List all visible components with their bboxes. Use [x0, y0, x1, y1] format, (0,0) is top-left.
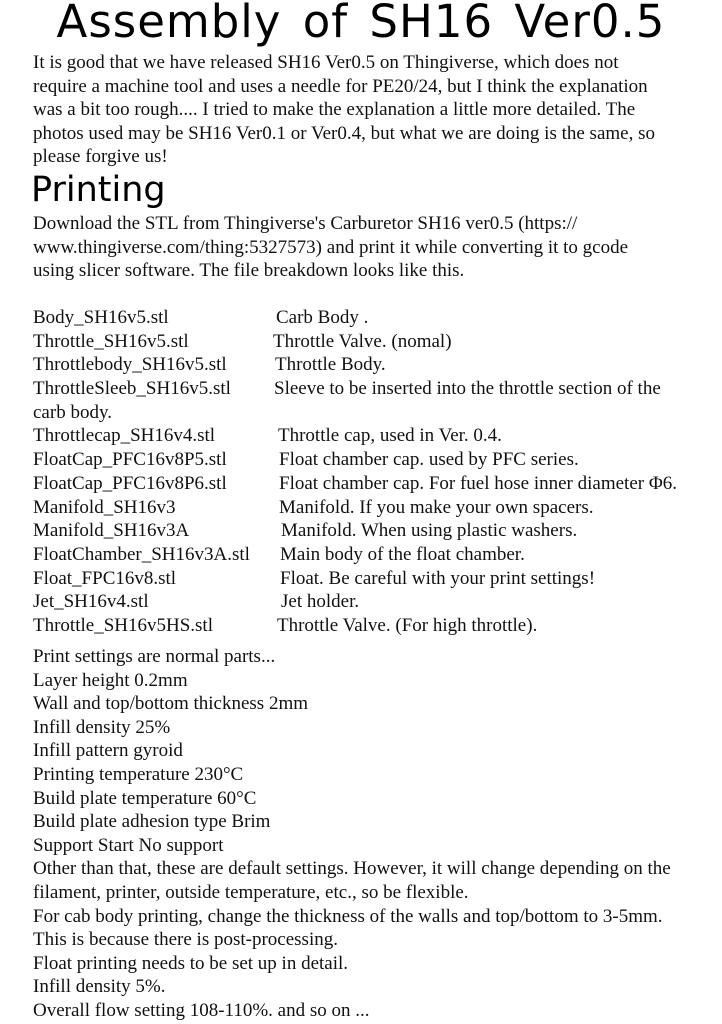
settings-line: Print settings are normal parts...	[33, 646, 276, 667]
settings-line: Infill pattern gyroid	[33, 740, 183, 762]
file-row	[33, 543, 713, 567]
file-name: FloatCap_PFC16v8P5.stl	[33, 449, 227, 471]
section-heading-printing: Printing	[31, 170, 166, 210]
file-row	[33, 496, 713, 520]
intro-paragraph	[33, 51, 713, 169]
settings-line: For cab body printing, change the thickness of the walls and top/bottom to 3-5mm.	[33, 905, 663, 927]
file-row	[33, 424, 713, 448]
file-name: ThrottleSleeb_SH16v5.stl	[33, 378, 231, 400]
download-paragraph	[33, 212, 713, 283]
intro-line: It is good that we have released SH16 Ver0.5 on Thingiverse, which does not	[33, 52, 619, 73]
file-description: Float. Be careful with your print settings!	[280, 567, 596, 589]
file-name: Manifold_SH16v3A	[33, 520, 190, 542]
file-name: FloatCap_PFC16v8P6.stl	[33, 472, 227, 494]
file-description: Manifold. When using plastic washers.	[281, 520, 578, 542]
file-description: Throttle Valve. (nomal)	[273, 330, 452, 352]
intro-line: was a bit too rough.... I tried to make the explanation a little more detailed. The	[33, 99, 636, 120]
file-list	[33, 306, 713, 638]
settings-line: Support Start No support	[33, 834, 224, 856]
intro-line: please forgive us!	[33, 146, 168, 167]
file-name: Throttle_SH16v5.stl	[33, 330, 189, 352]
settings-line: Overall flow setting 108-110%. and so on ...	[33, 999, 370, 1021]
file-description: Throttle Valve. (For high throttle).	[277, 614, 538, 636]
file-description: Carb Body .	[276, 307, 369, 328]
file-description: Float chamber cap. For fuel hose inner diameter Φ6.	[279, 472, 677, 494]
file-description: Main body of the float chamber.	[280, 543, 525, 565]
file-row	[33, 448, 713, 472]
file-description: Throttle cap, used in Ver. 0.4.	[278, 425, 502, 447]
file-description: Sleeve to be inserted into the throttle section of the	[274, 378, 661, 400]
file-row	[33, 377, 713, 401]
settings-line: filament, printer, outside temperature, etc., so be flexible.	[33, 881, 469, 903]
settings-line: Other than that, these are default settings. However, it will change depending on the	[33, 858, 671, 880]
file-description: Float chamber cap. used by PFC series.	[279, 449, 579, 471]
file-description: Manifold. If you make your own spacers.	[279, 496, 594, 518]
settings-line: Build plate adhesion type Brim	[33, 811, 271, 833]
file-row	[33, 306, 713, 330]
file-name: Jet_SH16v4.stl	[33, 591, 149, 613]
document-title: Assembly of SH16 Ver0.5	[56, 0, 666, 48]
file-row	[33, 567, 713, 591]
file-row	[33, 614, 713, 638]
intro-line: require a machine tool and uses a needle for PE20/24, but I think the explanation	[33, 75, 648, 97]
download-line: www.thingiverse.com/thing:5327573) and print it while converting it to gcode	[33, 236, 629, 258]
file-row	[33, 472, 713, 496]
file-name: Throttle_SH16v5HS.stl	[33, 614, 213, 636]
settings-line: Wall and top/bottom thickness 2mm	[33, 693, 308, 715]
file-row	[33, 353, 713, 377]
file-description: Throttle Body.	[275, 354, 386, 376]
file-name: Float_FPC16v8.stl	[33, 567, 177, 589]
file-row	[33, 590, 713, 614]
file-row	[33, 330, 713, 354]
settings-line: This is because there is post-processing.	[33, 929, 338, 951]
file-name: Throttlecap_SH16v4.stl	[33, 425, 216, 447]
file-row-continuation	[33, 401, 713, 425]
file-description-continued: carb body.	[33, 401, 112, 423]
settings-line: Infill density 25%	[33, 716, 171, 738]
file-name: Manifold_SH16v3	[33, 496, 176, 518]
intro-line: photos used may be SH16 Ver0.1 or Ver0.4, but what we are doing is the same, so	[33, 122, 655, 144]
settings-line: Build plate temperature 60°C	[33, 787, 257, 809]
settings-line: Layer height 0.2mm	[33, 669, 188, 691]
file-name: FloatChamber_SH16v3A.stl	[33, 543, 250, 565]
download-line: using slicer software. The file breakdown looks like this.	[33, 260, 465, 281]
settings-line: Float printing needs to be set up in detail.	[33, 952, 349, 974]
file-name: Throttlebody_SH16v5.stl	[33, 354, 227, 376]
file-name: Body_SH16v5.stl	[33, 307, 169, 328]
file-description: Jet holder.	[281, 591, 360, 613]
download-line: Download the STL from Thingiverse's Carburetor SH16 ver0.5 (https://	[33, 213, 578, 234]
settings-line: Infill density 5%.	[33, 976, 166, 998]
settings-line: Printing temperature 230°C	[33, 763, 244, 785]
print-settings-list	[33, 645, 718, 1023]
file-row	[33, 519, 713, 543]
